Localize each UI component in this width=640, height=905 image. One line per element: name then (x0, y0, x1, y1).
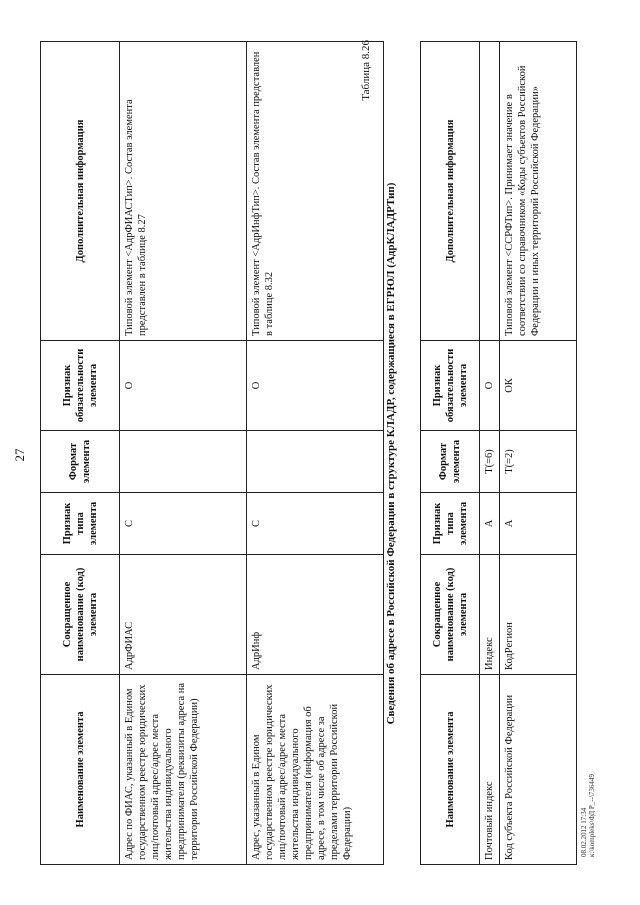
element-name-cell: Адрес, указанный в Едином государственном реестре юридических лиц/почтовый адрес/адрес места жительства индивидуального предпринимателя (информация об адресе, в том числе об адресе за пределами территории Российской Федерации) (247, 675, 384, 865)
table-row (247, 42, 384, 865)
header-cell: Сокращенное наименование (код) элемента (421, 555, 480, 675)
footer-date: 08.02.2012 17:34 (580, 807, 588, 857)
elements-table-continued (40, 41, 384, 865)
footer-path: к:\kompleks\ФД Р_--\736449 (588, 774, 596, 857)
format-cell: Т(=6) (480, 431, 500, 493)
header-cell: Признак типа элемента (41, 493, 120, 555)
header-cell: Сокращенное наименование (код) элемента (41, 555, 120, 675)
table-row (480, 42, 500, 865)
code-cell: КодРегион (500, 555, 577, 675)
header-cell: Признак типа элемента (421, 493, 480, 555)
type-cell: А (500, 493, 577, 555)
table-header-row (421, 42, 480, 865)
table-row (120, 42, 247, 865)
code-cell: АдрИнф (247, 555, 384, 675)
page-number: 27 (12, 448, 27, 462)
element-name-cell: Адрес по ФИАС, указанный в Едином государственном реестре юридических лиц/почтовый адрес/адрес места жительства индивидуального предпринимателя (реквизиты адреса на территории Российской Федерации) (120, 675, 247, 865)
header-cell: Формат элемента (421, 431, 480, 493)
header-cell: Наименование элемента (41, 675, 120, 865)
type-cell: С (120, 493, 247, 555)
header-cell: Дополнительная информация (421, 42, 480, 341)
header-cell: Наименование элемента (421, 675, 480, 865)
info-cell (480, 42, 500, 341)
code-cell: Индекс (480, 555, 500, 675)
type-cell: С (247, 493, 384, 555)
header-cell: Признак обязательности элемента (41, 341, 120, 431)
kladr-address-table (420, 41, 577, 865)
required-cell: О (247, 341, 384, 431)
footer-stamp (580, 774, 596, 857)
header-cell: Признак обязательности элемента (421, 341, 480, 431)
type-cell: А (480, 493, 500, 555)
table-label: Таблица 8.26 (360, 40, 372, 101)
required-cell: ОК (500, 341, 577, 431)
info-cell: Типовой элемент <ССРФТип>. Принимает значение в соответствии со справочником «Коды субъектов Российской Федерации и иных территорий Российской Федерации» (500, 42, 577, 341)
header-cell: Дополнительная информация (41, 42, 120, 341)
info-cell: Типовой элемент <АдрФИАСТип>. Состав элемента представлен в таблице 8.27 (120, 42, 247, 341)
format-cell: Т(=2) (500, 431, 577, 493)
table-row (500, 42, 577, 865)
required-cell: О (480, 341, 500, 431)
format-cell (120, 431, 247, 493)
element-name-cell: Код субъекта Российской Федерации (500, 675, 577, 865)
info-cell: Типовой элемент <АдрИнфТип>. Состав элемента представлен в таблице 8.32 (247, 42, 384, 341)
required-cell: О (120, 341, 247, 431)
header-cell: Формат элемента (41, 431, 120, 493)
element-name-cell: Почтовый индекс (480, 675, 500, 865)
format-cell (247, 431, 384, 493)
code-cell: АдрФИАС (120, 555, 247, 675)
table-title: Сведения об адресе в Российской Федерации в структуре КЛАДР, содержащиеся в ЕГРЮЛ (АдрКЛАДРТип) (385, 182, 397, 725)
table-header-row (41, 42, 120, 865)
